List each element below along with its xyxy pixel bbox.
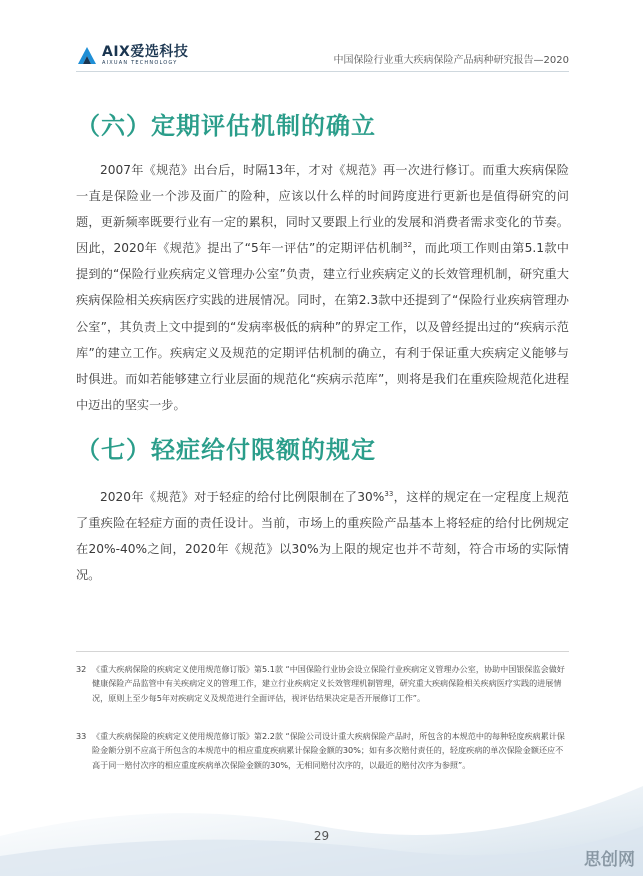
- section-6-paragraph: [76, 157, 569, 418]
- page-number: 29: [313, 829, 330, 843]
- section-title-7: （七）轻症给付限额的规定: [76, 436, 376, 464]
- page-header: [0, 0, 643, 80]
- header-divider: [76, 71, 569, 72]
- footnote-text: 《重大疾病保险的疾病定义使用规范修订版》第5.1款 “中国保险行业协会设立保险行业疾病定义管理办公室，协助中国银保监会做好健康保险产品监管中有关疾病定义的管理工作，建立行业疾病定义长效管理机制管理，研究重大疾病保险相关疾病医疗实践的进展情况，原则上至少每5年对疾病定义及规范进行全面评估，视评估结果决定是否开展修订工作”。: [92, 664, 565, 703]
- section-title-6: （六）定期评估机制的确立: [76, 112, 376, 140]
- logo-mark-icon: [76, 45, 98, 67]
- paragraph-text: 2007年《规范》出台后，时隔13年，才对《规范》再一次进行修订。而重大疾病保险一直是保险业一个涉及面广的险种，应该以什么样的时间跨度进行更新也是值得研究的问题，更新频率既要行业有一定的累积，同时又要跟上行业的发展和消费者需求变化的节奏。因此，2020年《规范》提出了“5年一评估”的定期评估机制: [76, 163, 569, 256]
- watermark: 思创网: [584, 850, 635, 870]
- footnote-divider: [76, 651, 569, 652]
- footnote-ref-32[interactable]: 32: [403, 241, 412, 250]
- footnote-number: 33: [76, 731, 87, 741]
- paragraph-text: 2020年《规范》对于轻症的给付比例限制在了30%: [100, 490, 385, 504]
- paragraph-text: ，而此项工作则由第5.1款中提到的“保险行业疾病定义管理办公室”负责，建立行业疾病定义的长效管理机制，研究重大疾病保险相关疾病医疗实践的进展情况。同时，在第2.3款中还提到了“保险行业疾病管理办公室”，其负责上文中提到的“发病率极低的病种”的界定工作，以及曾经提出过的“疾病示范库”的建立工作。疾病定义及规范的定期评估机制的确立，有利于保证重大疾病定义能够与时俱进。而如若能够建立行业层面的规范化“疾病示范库”，则将是我们在重疾险规范化进程中迈出的坚实一步。: [76, 241, 569, 412]
- logo-tagline: AIXUAN TECHNOLOGY: [102, 60, 178, 66]
- paragraph-text: ，这样的规定在一定程度上规范了重疾险在轻症方面的责任设计。当前，市场上的重疾险产品基本上将轻症的给付比例规定在20%-40%之间，2020年《规范》以30%为上限的规定也并不苛刻，符合市场的实际情况。: [76, 490, 569, 583]
- report-title: 中国保险行业重大疾病保险产品病种研究报告—2020: [333, 55, 569, 66]
- section-7-paragraph: [76, 484, 569, 588]
- background-decoration: [0, 756, 643, 876]
- footnote-32: [76, 662, 569, 705]
- footnote-ref-33[interactable]: 33: [384, 489, 394, 498]
- footnote-text: 《重大疾病保险的疾病定义使用规范修订版》第2.2款 “保险公司设计重大疾病保险产品时，所包含的本规范中的每种轻度疾病累计保险金额分别不应高于所包含的本规范中的相应重度疾病累计保险金额的30%；如有多次赔付责任的，轻度疾病的单次保险金额还应不高于同一赔付次序的相应重度疾病单次保险金额的30%，无相同赔付次序的，以最近的赔付次序为参照”。: [92, 731, 565, 770]
- footnote-number: 32: [76, 664, 87, 674]
- company-logo: [76, 44, 188, 67]
- logo-wordmark: AIX爱选科技: [102, 44, 189, 60]
